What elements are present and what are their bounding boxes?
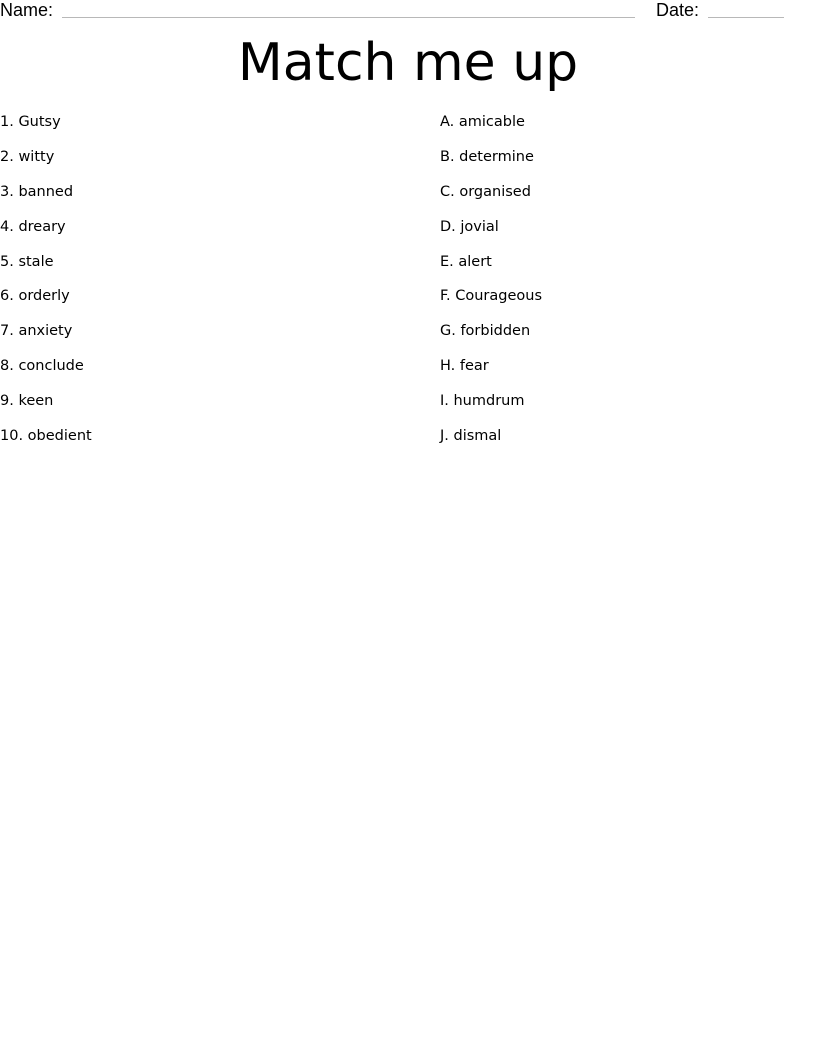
word-item: 5. stale [0, 253, 54, 270]
word-item: 6. orderly [0, 288, 70, 305]
word-item: 3. banned [0, 183, 74, 200]
date-label: Date: [656, 0, 700, 20]
word-item: 2. witty [0, 148, 55, 165]
word-item: 7. anxiety [0, 323, 73, 340]
definition-list [440, 112, 810, 461]
worksheet-header [0, 0, 816, 22]
date-field-line[interactable] [708, 17, 784, 18]
word-item: 9. keen [0, 393, 54, 410]
page-title: Match me up [237, 33, 579, 93]
definition-item: B. determine [440, 148, 534, 165]
definition-item: F. Courageous [440, 288, 543, 305]
name-field-line[interactable] [62, 17, 635, 18]
word-item: 10. obedient [0, 428, 92, 445]
definition-item: H. fear [440, 358, 489, 375]
definition-item: J. dismal [440, 428, 502, 445]
definition-item: A. amicable [440, 114, 525, 130]
word-list [0, 112, 400, 461]
definition-item: C. organised [440, 183, 531, 200]
word-item: 8. conclude [0, 358, 84, 375]
name-label: Name: [0, 0, 54, 20]
definition-item: E. alert [440, 253, 492, 270]
word-item: 1. Gutsy [0, 114, 61, 130]
definition-item: G. forbidden [440, 323, 531, 340]
word-item: 4. dreary [0, 218, 66, 235]
definition-item: I. humdrum [440, 393, 525, 410]
definition-item: D. jovial [440, 218, 499, 235]
